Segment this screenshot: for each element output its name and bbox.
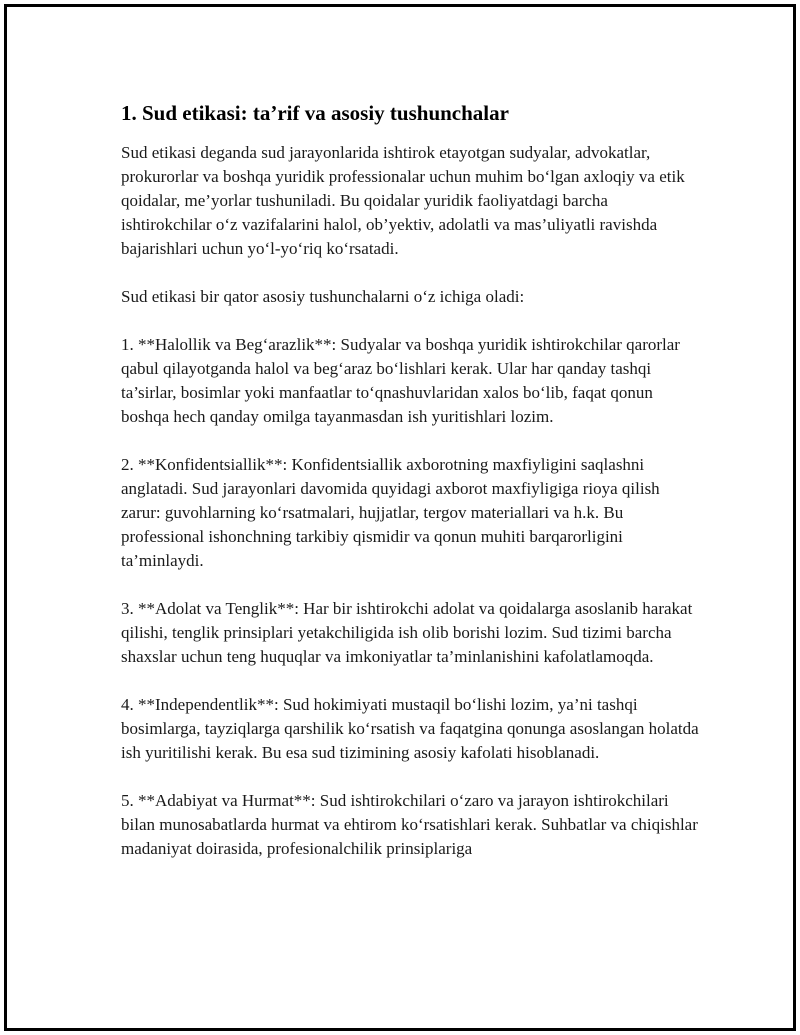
section-heading: 1. Sud etikasi: ta’rif va asosiy tushunchalar <box>121 101 509 125</box>
list-item-confidentiality: 2. **Konfidentsiallik**: Konfidentsiallik axborotning maxfiyligini saqlashni anglatadi. Sud jarayonlari davomida quyidagi axborot maxfiyligiga rioya qilish zarur: guvohlarning ko‘rsatmalari, hujjatlar, tergov materiallari va h.k. Bu professional ishonchning tarkibiy qismidir va qonun muhiti barqarorligini ta’minlaydi. <box>121 455 660 570</box>
document-content <box>121 99 701 885</box>
intro-paragraph: Sud etikasi deganda sud jarayonlarida ishtirok etayotgan sudyalar, advokatlar, prokurorlar va boshqa yuridik professionalar uchun muhim bo‘lgan axloqiy va etik qoidalar, me’yorlar tushuniladi. Bu qoidalar yuridik faoliyatdagi barcha ishtirokchilar o‘z vazifalarini halol, ob’yektiv, adolatli va mas’uliyatli ravishda bajarishlari uchun yo‘l-yo‘riq ko‘rsatadi. <box>121 143 685 258</box>
document-page <box>4 4 796 1031</box>
concepts-lead-paragraph: Sud etikasi bir qator asosiy tushunchalarni o‘z ichiga oladi: <box>121 287 525 306</box>
list-item-respect: 5. **Adabiyat va Hurmat**: Sud ishtirokchilari o‘zaro va jarayon ishtirokchilari bilan munosabatlarda hurmat va ehtirom ko‘rsatishlari kerak. Suhbatlar va chiqishlar madaniyat doirasida, profesionalchilik prinsiplariga <box>121 791 698 858</box>
list-item-independence: 4. **Independentlik**: Sud hokimiyati mustaqil bo‘lishi lozim, ya’ni tashqi bosimlarga, tayziqlarga qarshilik ko‘rsatish va faqatgina qonunga asoslangan holatda ish yuritilishi kerak. Bu esa sud tizimining asosiy kafolati hisoblanadi. <box>121 695 699 762</box>
list-item-honesty: 1. **Halollik va Beg‘arazlik**: Sudyalar va boshqa yuridik ishtirokchilar qarorlar qabul qilayotganda halol va beg‘araz bo‘lishlari kerak. Ular har qanday tashqi ta’sirlar, bosimlar yoki manfaatlar to‘qnashuvlaridan xalos bo‘lib, faqat qonun boshqa hech qanday omilga tayanmasdan ish yuritishlari lozim. <box>121 335 680 426</box>
list-item-justice-equality: 3. **Adolat va Tenglik**: Har bir ishtirokchi adolat va qoidalarga asoslanib harakat qilishi, tenglik prinsiplari yetakchiligida ish olib borishi lozim. Sud tizimi barcha shaxslar uchun teng huquqlar va imkoniyatlar ta’minlanishini kafolatlamoqda. <box>121 599 693 666</box>
